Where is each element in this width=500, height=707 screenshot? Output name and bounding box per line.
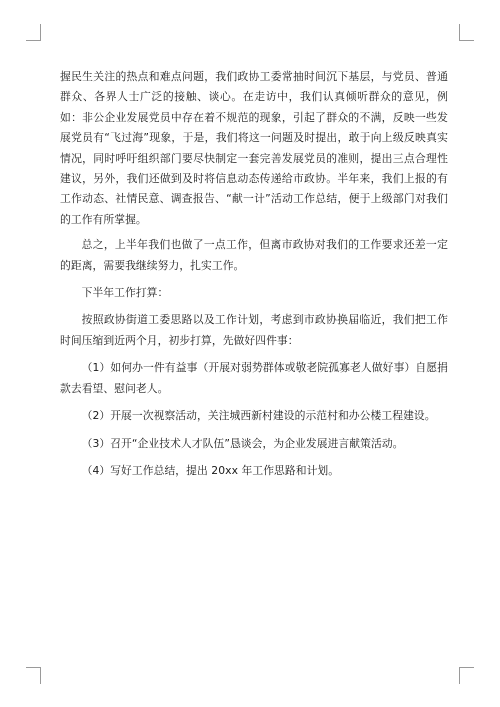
crop-mark-top-right	[459, 24, 474, 41]
crop-mark-bottom-right	[459, 667, 474, 684]
list-item-2: （2）开展一次视察活动，关注城西新村建设的示范村和办公楼工程建设。	[81, 409, 436, 423]
list-item-1: （1）如何办一件有益事（开展对弱势群体或敬老院孤寡老人做好事）自愿捐款去看望、慰问老人。	[60, 361, 448, 395]
list-item-4: （4）写好工作总结，提出 20xx 年工作思路和计划。	[81, 463, 340, 477]
paragraph-plan-intro: 按照政协街道工委思路以及工作计划，考虑到市政协换届临近，我们把工作时间压缩到近两个月，初步打算，先做好四件事：	[60, 313, 448, 347]
paragraph-public-concerns: 握民生关注的热点和难点问题，我们政协工委常抽时间沉下基层，与党员、普通群众、各界人士广泛的接触、谈心。在走访中，我们认真倾听群众的意见，例如：非公企业发展党员中存在着不规范的现象，引起了群众的不满，反映一些发展党员有“飞过海”现象，于是，我们将这一问题及时提出，敢于向上级反映真实情况，同时呼吁组织部门要尽快制定一套完善发展党员的准则，提出三点合理性建议，另外，我们还做到及时将信息动态传递给市政协。半年来，我们上报的有工作动态、社情民意、调查报告、“献一计”活动工作总结，便于上级部门对我们的工作有所掌握。	[60, 70, 448, 226]
crop-mark-top-left	[26, 24, 41, 41]
document-body	[60, 67, 448, 488]
paragraph-summary: 总之，上半年我们也做了一点工作，但离市政协对我们的工作要求还差一定的距离，需要我继续努力，扎实工作。	[60, 238, 448, 272]
crop-mark-bottom-left	[26, 667, 41, 684]
paragraph-second-half-heading: 下半年工作打算：	[81, 286, 169, 300]
list-item-3: （3）召开“企业技术人才队伍”恳谈会，为企业发展进言献策活动。	[81, 436, 404, 450]
